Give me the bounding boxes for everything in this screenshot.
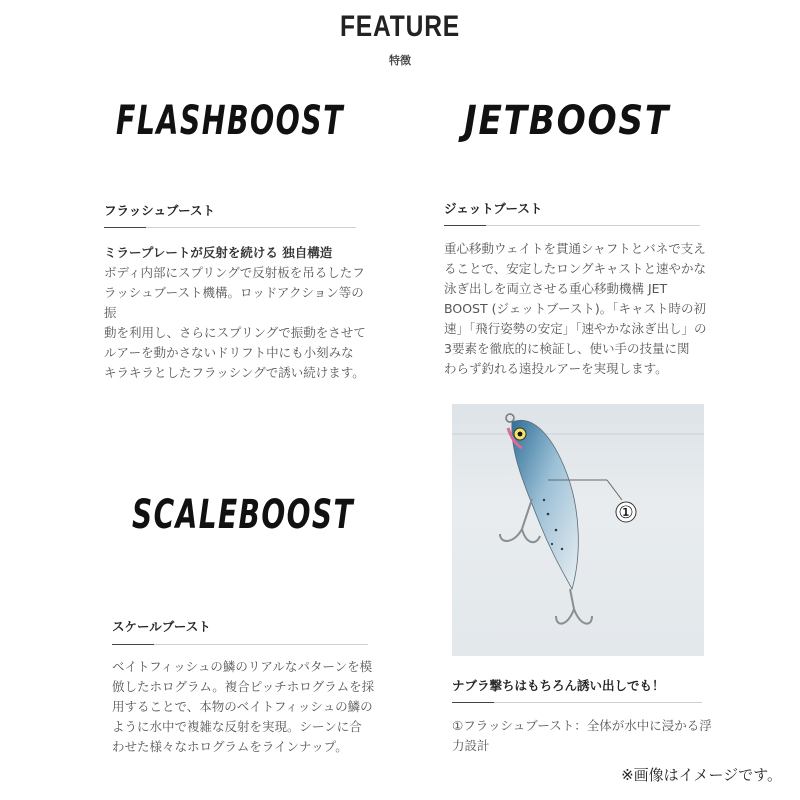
jetboost-divider <box>444 225 700 226</box>
jetboost-description <box>444 239 712 379</box>
text-line: 用することで、本物のベイトフィッシュの鱗の <box>112 699 373 714</box>
jetboost-logo <box>458 90 678 146</box>
jetboost-logo-text: JETBOOST <box>457 98 671 144</box>
text-line: ベイトフィッシュの鱗のリアルなパターンを模 <box>112 659 373 674</box>
text-line: 3要素を徹底的に検証し、使い手の技量に関 <box>444 341 690 356</box>
callout-marker: ① <box>618 503 634 523</box>
flashboost-divider <box>104 227 356 228</box>
text-line: キラキラとしたフラッシングで誘い続けます。 <box>104 365 365 380</box>
text-line: ①フラッシュブースト：全体が水中に浸かる浮 <box>452 718 712 733</box>
photo-caption-title: ナブラ撃ちはもちろん誘い出しでも！ <box>452 678 665 693</box>
photo-caption-divider <box>452 702 702 703</box>
scaleboost-divider <box>112 644 368 645</box>
text-line: ボディ内部にスプリングで反射板を吊るしたフ <box>104 265 365 280</box>
text-line: ることで、安定したロングキャストと速やかな <box>444 261 707 276</box>
lure-photo <box>452 404 704 656</box>
photo-caption <box>452 716 714 756</box>
text-line: BOOST (ジェットブースト)。「キャスト時の初 <box>444 301 706 316</box>
text-line: 泳ぎ出しを両立させる重心移動機構 JET <box>444 281 668 296</box>
text-line: 重心移動ウェイトを貫通シャフトとバネで支え <box>444 241 706 256</box>
page-subtitle: 特徴 <box>389 54 411 67</box>
scaleboost-logo-text: SCALEBOOST <box>132 492 355 538</box>
flashboost-logo-text: FLASHBOOST <box>116 98 345 144</box>
image-disclaimer: ※画像はイメージです。 <box>621 766 782 784</box>
text-line: ルアーを動かさないドリフト中にも小刻みな <box>104 345 354 360</box>
jetboost-title: ジェットブースト <box>444 201 543 216</box>
scaleboost-logo <box>126 484 360 540</box>
text-line: ラッシュブースト機構。ロッドアクション等の振 <box>104 285 364 320</box>
text-line: わせた様々なホログラムをラインナップ。 <box>112 739 348 754</box>
text-line: 力設計 <box>452 738 490 753</box>
text-line: ように水中で複雑な反射を実現。シーンに合 <box>112 719 362 734</box>
scaleboost-title: スケールブースト <box>112 619 211 634</box>
flashboost-description <box>104 243 372 383</box>
text-line: わらず釣れる遠投ルアーを実現します。 <box>444 361 668 376</box>
text-line: 動を利用し、さらにスプリングで振動をさせて <box>104 325 366 340</box>
scaleboost-description <box>112 657 382 757</box>
flashboost-logo <box>110 90 350 146</box>
text-line: 速」「飛行姿勢の安定」「速やかな泳ぎ出し」の <box>444 321 707 336</box>
flashboost-title: フラッシュブースト <box>104 203 216 218</box>
flashboost-lead: ミラープレートが反射を続ける 独自構造 <box>104 245 333 260</box>
page-title: FEATURE <box>339 10 461 43</box>
text-line: 倣したホログラム。複合ピッチホログラムを採 <box>112 679 375 694</box>
